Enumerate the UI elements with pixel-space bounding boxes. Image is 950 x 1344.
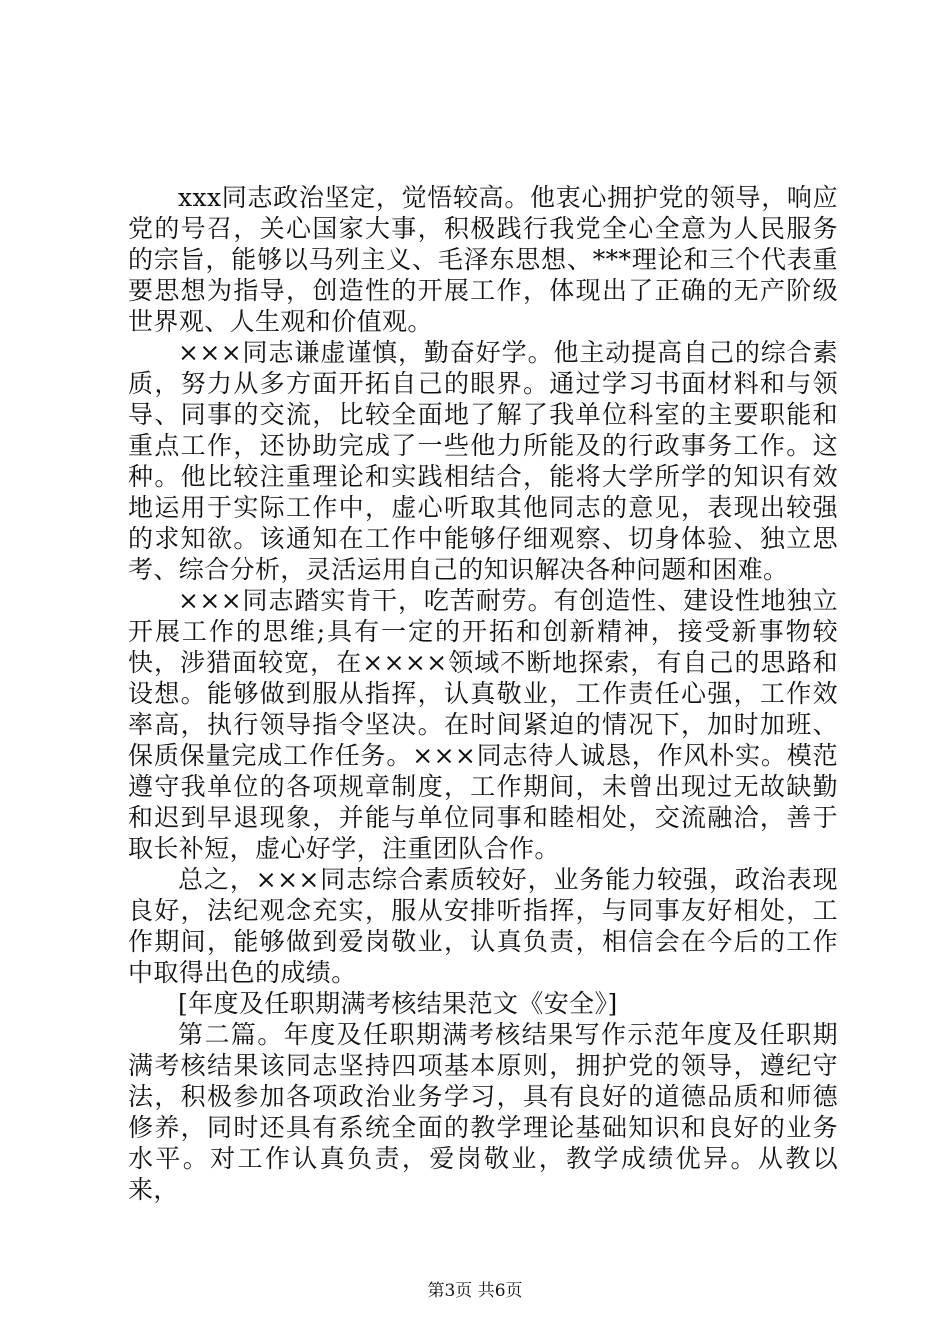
paragraph-second-article: 第二篇。年度及任职期满考核结果写作示范年度及任职期满考核结果该同志坚持四项基本原则，拥护党的领导，遵纪守法，积极参加各项政治业务学习，具有良好的道德品质和师德修养，同时还具有系统全面的教学理论基础知识和良好的业务水平。对工作认真负责，爱岗敬业，教学成绩优异。从教以来， [128,1020,838,1204]
paragraph-summary: 总之，×××同志综合素质较好，业务能力较强，政治表现良好，法纪观念充实，服从安排听指挥，与同事友好相处，工作期间，能够做到爱岗敬业，认真负责，相信会在今后的工作中取得出色的成绩。 [128,865,838,987]
paragraph-heading: [年度及任职期满考核结果范文《安全》] [178,989,618,1018]
paragraph-study: ×××同志谦虚谨慎，勤奋好学。他主动提高自己的综合素质，努力从多方面开拓自己的眼界。通过学习书面材料和与领导、同事的交流，比较全面地了解了我单位科室的主要职能和重点工作，还协助完成了一些他力所能及的行政事务工作。这种。他比较注重理论和实践相结合，能将大学所学的知识有效地运用于实际工作中，虚心听取其他同志的意见，表现出较强的求知欲。该通知在工作中能够仔细观察、切身体验、独立思考、综合分析，灵活运用自己的知识解决各种问题和困难。 [128,338,838,584]
document-body [128,182,838,1205]
paragraph-work: ×××同志踏实肯干，吃苦耐劳。有创造性、建设性地独立开展工作的思维;具有一定的开拓和创新精神，接受新事物较快，涉猎面较宽，在××××领域不断地探索，有自己的思路和设想。能够做到服从指挥，认真敬业，工作责任心强，工作效率高，执行领导指令坚决。在时间紧迫的情况下，加时加班、保质保量完成工作任务。×××同志待人诚恳，作风朴实。模范遵守我单位的各项规章制度，工作期间，未曾出现过无故缺勤和迟到早退现象，并能与单位同事和睦相处，交流融洽，善于取长补短，虚心好学，注重团队合作。 [128,586,838,863]
paragraph-political: xxx同志政治坚定，觉悟较高。他衷心拥护党的领导，响应党的号召，关心国家大事，积极践行我党全心全意为人民服务的宗旨，能够以马列主义、毛泽东思想、***理论和三个代表重要思想为指导，创造性的开展工作，体现出了正确的无产阶级世界观、人生观和价值观。 [128,183,838,336]
page-number-footer: 第3页 共6页 [427,1281,523,1301]
